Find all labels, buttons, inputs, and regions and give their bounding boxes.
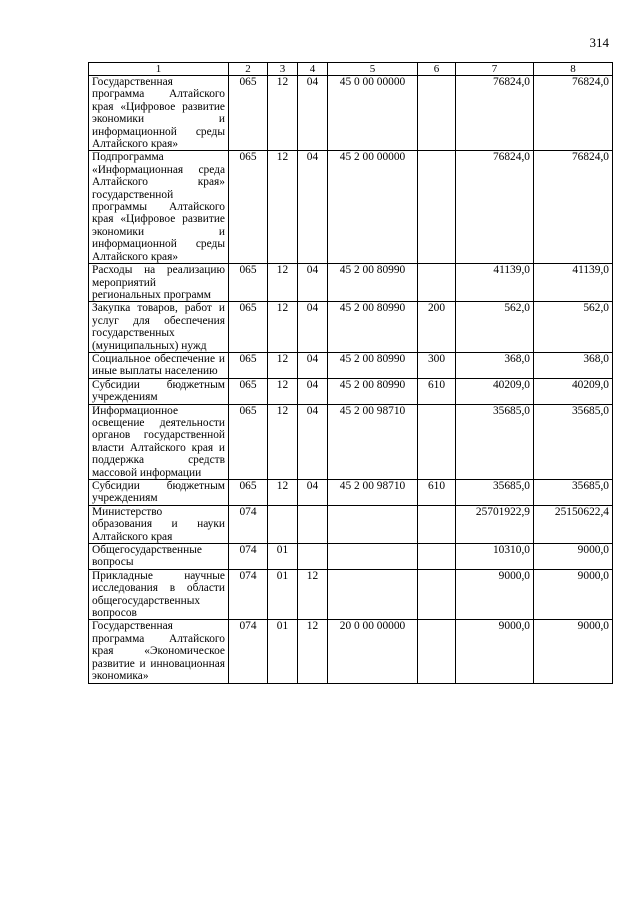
target-article-cell: 45 2 00 98710 [328,480,418,506]
ministry-code-cell: 065 [229,378,268,404]
subsection-code-cell: 12 [298,569,328,620]
expense-type-cell [418,404,456,479]
expense-type-cell [418,264,456,302]
table-row [89,378,613,404]
section-code-cell: 12 [268,352,298,378]
amount-year2-cell: 76824,0 [534,76,613,151]
amount-year1-cell: 25701922,9 [456,505,534,543]
amount-year1-cell: 35685,0 [456,480,534,506]
expense-name-cell: Субсидии бюджетным учреждениям [89,480,229,506]
page-number: 314 [589,35,609,50]
target-article-cell: 45 2 00 98710 [328,404,418,479]
table-row [89,352,613,378]
table-row [89,544,613,570]
expense-type-cell: 300 [418,352,456,378]
column-header: 5 [328,63,418,76]
table-row [89,302,613,353]
amount-year2-cell: 35685,0 [534,404,613,479]
subsection-code-cell: 04 [298,151,328,264]
expense-name-cell: Общегосударственные вопросы [89,544,229,570]
expense-type-cell [418,620,456,683]
ministry-code-cell: 065 [229,352,268,378]
section-code-cell: 01 [268,620,298,683]
column-header: 8 [534,63,613,76]
table-row [89,505,613,543]
ministry-code-cell: 065 [229,404,268,479]
amount-year2-cell: 40209,0 [534,378,613,404]
subsection-code-cell [298,505,328,543]
section-code-cell: 12 [268,480,298,506]
subsection-code-cell: 04 [298,404,328,479]
target-article-cell [328,569,418,620]
expense-type-cell: 610 [418,480,456,506]
expense-name-cell: Прикладные научные исследования в области общегосударственных вопросов [89,569,229,620]
expense-type-cell [418,569,456,620]
amount-year2-cell: 562,0 [534,302,613,353]
column-header: 6 [418,63,456,76]
amount-year1-cell: 562,0 [456,302,534,353]
section-code-cell: 12 [268,151,298,264]
amount-year2-cell: 9000,0 [534,569,613,620]
target-article-cell: 45 2 00 80990 [328,352,418,378]
amount-year1-cell: 9000,0 [456,569,534,620]
amount-year1-cell: 9000,0 [456,620,534,683]
section-code-cell: 01 [268,544,298,570]
table-row [89,404,613,479]
amount-year1-cell: 76824,0 [456,151,534,264]
subsection-code-cell: 04 [298,480,328,506]
amount-year1-cell: 76824,0 [456,76,534,151]
table-row [89,480,613,506]
ministry-code-cell: 074 [229,544,268,570]
subsection-code-cell: 04 [298,264,328,302]
amount-year2-cell: 9000,0 [534,544,613,570]
expense-type-cell [418,544,456,570]
target-article-cell: 45 0 00 00000 [328,76,418,151]
expense-name-cell: Государственная программа Алтайского края «Цифровое развитие экономики и информационной среды Алтайского края» [89,76,229,151]
section-code-cell: 12 [268,76,298,151]
amount-year2-cell: 368,0 [534,352,613,378]
target-article-cell [328,505,418,543]
ministry-code-cell: 065 [229,151,268,264]
expense-type-cell [418,76,456,151]
amount-year1-cell: 35685,0 [456,404,534,479]
ministry-code-cell: 065 [229,76,268,151]
expense-type-cell: 200 [418,302,456,353]
target-article-cell [328,544,418,570]
subsection-code-cell: 04 [298,352,328,378]
ministry-code-cell: 074 [229,505,268,543]
expense-name-cell: Государственная программа Алтайского края «Экономическое развитие и инновационная экономика» [89,620,229,683]
ministry-code-cell: 065 [229,264,268,302]
target-article-cell: 45 2 00 00000 [328,151,418,264]
table-row [89,76,613,151]
expense-name-cell: Закупка товаров, работ и услуг для обеспечения государственных (муниципальных) нужд [89,302,229,353]
expense-type-cell [418,505,456,543]
target-article-cell: 20 0 00 00000 [328,620,418,683]
amount-year1-cell: 368,0 [456,352,534,378]
ministry-code-cell: 065 [229,302,268,353]
ministry-code-cell: 074 [229,620,268,683]
ministry-code-cell: 065 [229,480,268,506]
expense-name-cell: Социальное обеспечение и иные выплаты населению [89,352,229,378]
amount-year1-cell: 41139,0 [456,264,534,302]
expense-name-cell: Министерство образования и науки Алтайского края [89,505,229,543]
ministry-code-cell: 074 [229,569,268,620]
table-row [89,151,613,264]
amount-year2-cell: 25150622,4 [534,505,613,543]
amount-year2-cell: 76824,0 [534,151,613,264]
target-article-cell: 45 2 00 80990 [328,302,418,353]
column-header: 7 [456,63,534,76]
section-code-cell: 12 [268,404,298,479]
subsection-code-cell: 04 [298,302,328,353]
subsection-code-cell [298,544,328,570]
subsection-code-cell: 12 [298,620,328,683]
section-code-cell [268,505,298,543]
expense-name-cell: Подпрограмма «Информационная среда Алтайского края» государственной программы Алтайского края «Цифровое развитие экономики и информационной среды Алтайского края» [89,151,229,264]
section-code-cell: 12 [268,264,298,302]
column-header: 2 [229,63,268,76]
header-row [89,63,613,76]
amount-year1-cell: 40209,0 [456,378,534,404]
amount-year2-cell: 9000,0 [534,620,613,683]
amount-year1-cell: 10310,0 [456,544,534,570]
subsection-code-cell: 04 [298,76,328,151]
budget-table [88,62,613,684]
section-code-cell: 12 [268,378,298,404]
expense-name-cell: Информационное освещение деятельности органов государственной власти Алтайского края и поддержка средств массовой информации [89,404,229,479]
section-code-cell: 01 [268,569,298,620]
table-row [89,569,613,620]
expense-name-cell: Субсидии бюджетным учреждениям [89,378,229,404]
target-article-cell: 45 2 00 80990 [328,264,418,302]
table-row [89,620,613,683]
amount-year2-cell: 41139,0 [534,264,613,302]
expense-name-cell: Расходы на реализацию мероприятий региональных программ [89,264,229,302]
table-row [89,264,613,302]
target-article-cell: 45 2 00 80990 [328,378,418,404]
column-header: 4 [298,63,328,76]
section-code-cell: 12 [268,302,298,353]
column-header: 1 [89,63,229,76]
expense-type-cell [418,151,456,264]
subsection-code-cell: 04 [298,378,328,404]
column-header: 3 [268,63,298,76]
expense-type-cell: 610 [418,378,456,404]
amount-year2-cell: 35685,0 [534,480,613,506]
